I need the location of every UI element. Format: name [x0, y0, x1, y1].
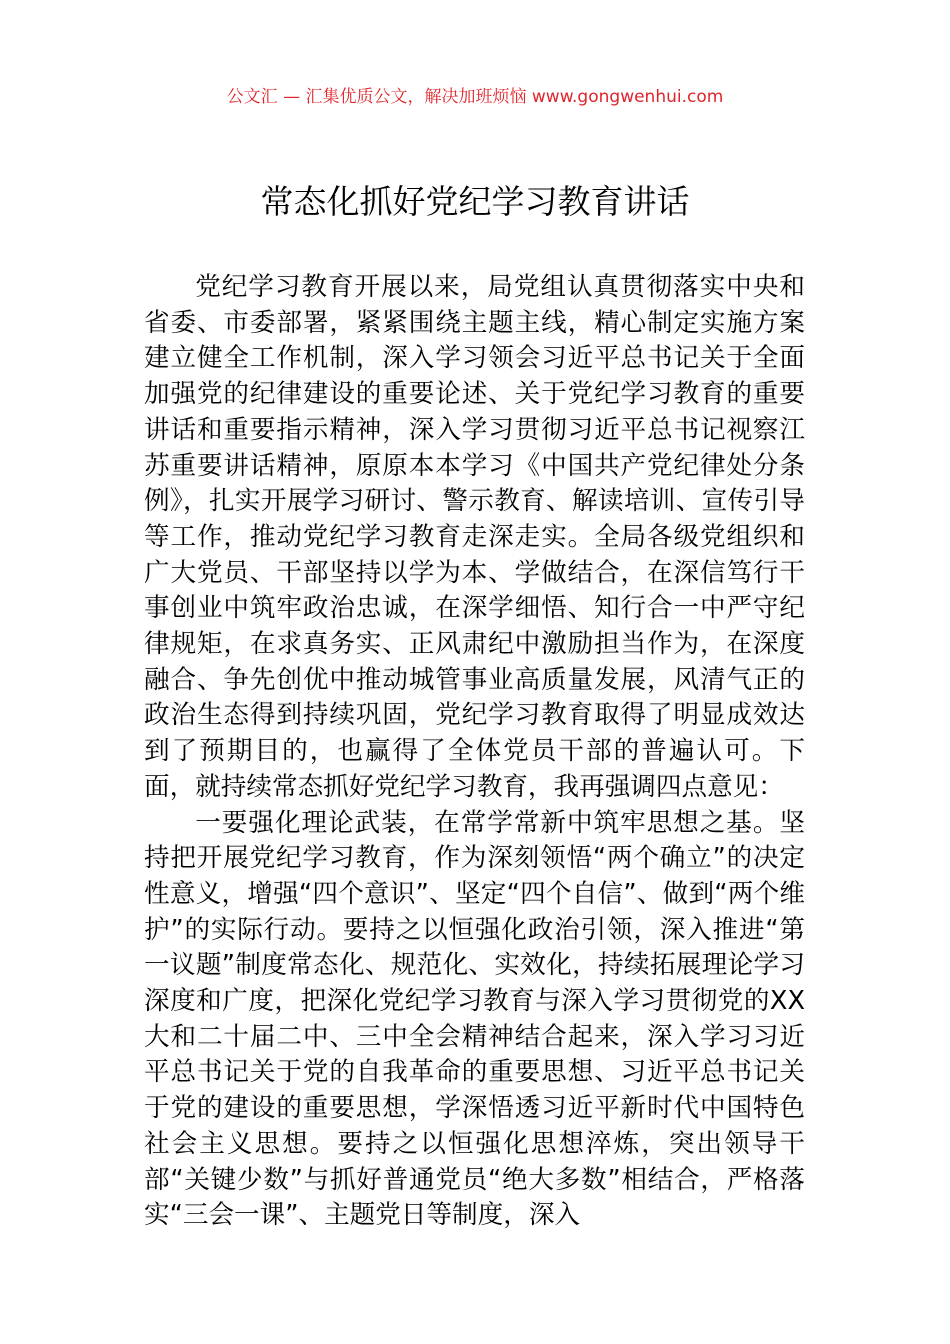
paragraph-point-one: 一要强化理论武装，在常学常新中筑牢思想之基。坚持把开展党纪学习教育，作为深刻领悟“两个确立”的决定性意义，增强“四个意识”、坚定“四个自信”、做到“两个维护”的实际行动。要持之以恒强化政治引领，深入推进“第一议题”制度常态化、规范化、实效化，持续拓展理论学习深度和广度，把深化党纪学习教育与深入学习贯彻党的XX大和二十届二中、三中全会精神结合起来，深入学习习近平总书记关于党的自我革命的重要思想、习近平总书记关于党的建设的重要思想，学深悟透习近平新时代中国特色社会主义思想。要持之以恒强化思想淬炼，突出领导干部“关键少数”与抓好普通党员“绝大多数”相结合，严格落实“三会一课”、主题党日等制度，深入	[144, 807, 805, 1231]
document-body	[144, 270, 805, 1234]
header-banner: 公文汇 — 汇集优质公文，解决加班烦恼 www.gongwenhui.com	[226, 87, 724, 107]
document-title: 常态化抓好党纪学习教育讲话	[260, 182, 690, 221]
paragraph-intro: 党纪学习教育开展以来，局党组认真贯彻落实中央和省委、市委部署，紧紧围绕主题主线，精心制定实施方案建立健全工作机制，深入学习领会习近平总书记关于全面加强党的纪律建设的重要论述、关于党纪学习教育的重要讲话和重要指示精神，深入学习贯彻习近平总书记视察江苏重要讲话精神，原原本本学习《中国共产党纪律处分条例》，扎实开展学习研讨、警示教育、解读培训、宣传引导等工作，推动党纪学习教育走深走实。全局各级党组织和广大党员、干部坚持以学为本、学做结合，在深信笃行干事创业中筑牢政治忠诚，在深学细悟、知行合一中严守纪律规矩，在求真务实、正风肃纪中激励担当作为，在深度融合、争先创优中推动城管事业高质量发展，风清气正的政治生态得到持续巩固，党纪学习教育取得了明显成效达到了预期目的，也赢得了全体党员干部的普遍认可。下面，就持续常态抓好党纪学习教育，我再强调四点意见：	[144, 272, 805, 802]
